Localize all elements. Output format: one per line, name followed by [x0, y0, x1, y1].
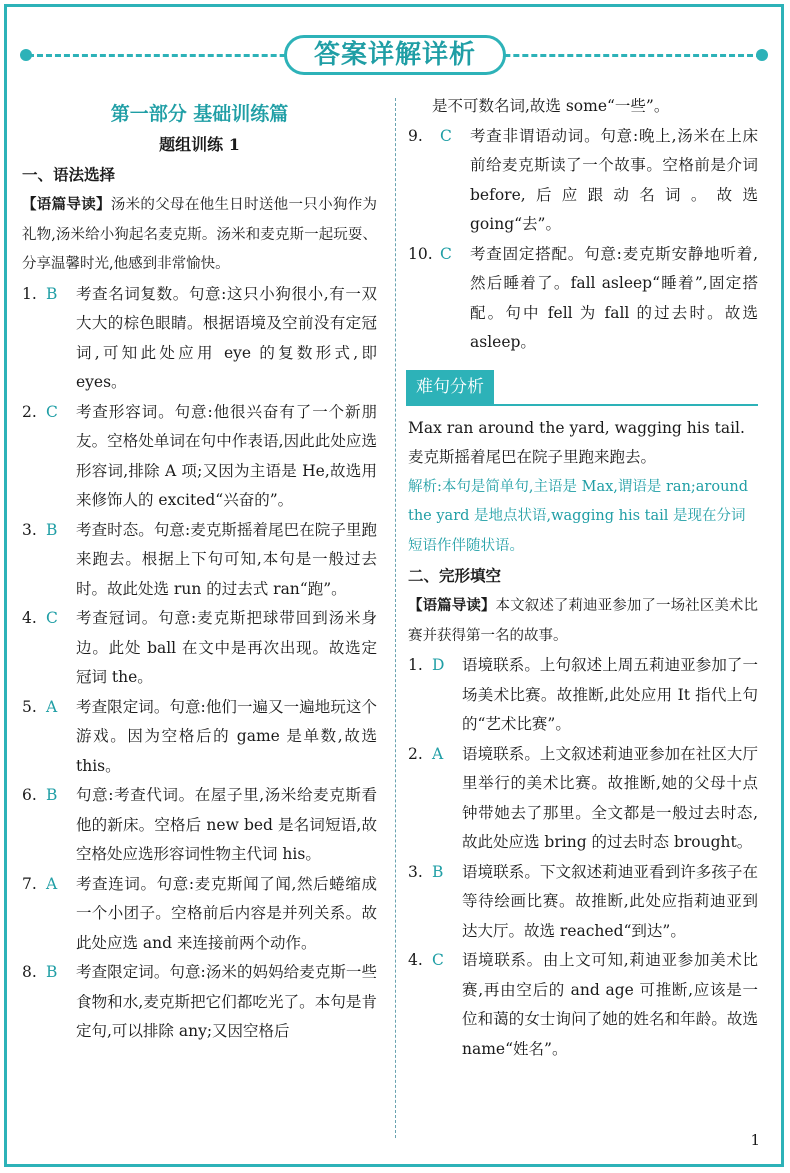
- answer-item: [22, 958, 377, 1047]
- page-number: 1: [750, 1131, 760, 1149]
- guide-tag: 【语篇导读】: [22, 196, 111, 213]
- answer-item: [22, 280, 377, 398]
- hard-sentence-banner: [406, 370, 758, 406]
- answer-letter: C: [440, 126, 452, 145]
- answer-letter: B: [46, 786, 58, 804]
- header-dot-left: [20, 49, 32, 61]
- explanation-text: 考查时态。句意:麦克斯摇着尾巴在院子里跑来跑去。根据上下句可知,本句是一般过去时。故此处选 run 的过去式 ran“跑”。: [76, 520, 377, 598]
- answer-letter: A: [46, 697, 58, 716]
- item-number: 4.: [408, 951, 423, 969]
- item-number: 4.: [22, 609, 37, 627]
- answer-letter: A: [46, 874, 58, 893]
- explanation-text: 考查限定词。句意:汤米的妈妈给麦克斯一些食物和水,麦克斯把它们都吃光了。本句是肯定句,可以排除 any;又因空格后: [76, 963, 377, 1040]
- answer-letter: D: [432, 656, 445, 674]
- answer-item: [22, 604, 377, 693]
- item-number: 2.: [408, 744, 423, 763]
- explanation-text: 句意:考查代词。在屋子里,汤米给麦克斯看他的新床。空格后 new bed 是名词短语,故空格处应选形容词性物主代词 his。: [76, 786, 377, 863]
- explanation-text: 语境联系。下文叙述莉迪亚看到许多孩子在等待绘画比赛。故推断,此处应指莉迪亚到达大厅。故选 reached“到达”。: [462, 862, 758, 940]
- item-number: 6.: [22, 786, 37, 804]
- item-number: 8.: [22, 963, 37, 981]
- hard-sentence-analysis: 解析:本句是简单句,主语是 Max,谓语是 ran;around the yard 是地点状语,wagging his tail 是现在分词短语作伴随状语。: [408, 478, 749, 554]
- guide-tag-2: 【语篇导读】: [408, 597, 496, 614]
- explanation-text: 语境联系。上文叙述莉迪亚参加在社区大厅里举行的美术比赛。故推断,她的父母十点钟带她去了那里。全文都是一般过去时态,故此处应选 bring 的过去时态 brought。: [462, 744, 758, 851]
- section-title-grammar: 一、语法选择: [22, 166, 116, 184]
- group-title: 题组训练 1: [159, 135, 240, 154]
- right-column: [408, 92, 758, 1064]
- item-number: 2.: [22, 402, 37, 421]
- item-number: 1.: [408, 656, 423, 674]
- explanation-text: 语境联系。由上文可知,莉迪亚参加美术比赛,再由空后的 and age 可推断,应该是一位和蔼的女士询问了她的姓名和年龄。故选 name“姓名”。: [462, 951, 758, 1058]
- answer-item: [408, 240, 758, 358]
- answer-item: [408, 651, 758, 740]
- answer-letter: C: [46, 609, 58, 627]
- answer-letter: C: [440, 244, 452, 263]
- answer-letter: B: [46, 963, 58, 981]
- answer-letter: B: [432, 862, 444, 881]
- page-title: 答案详解详析: [284, 35, 506, 75]
- guide-text-2: 本文叙述了莉迪亚参加了一场社区美术比赛并获得第一名的故事。: [408, 598, 759, 644]
- item-number: 10.: [408, 244, 433, 263]
- answer-letter: C: [46, 402, 58, 421]
- guide-text: 汤米的父母在他生日时送他一只小狗作为礼物,汤米给小狗起名麦克斯。汤米和麦克斯一起玩耍、分享温馨时光,他感到非常愉快。: [22, 197, 378, 272]
- answer-item: [22, 516, 377, 605]
- explanation-text: 考查限定词。句意:他们一遍又一遍地玩这个游戏。因为空格后的 game 是单数,故选 this。: [76, 697, 377, 775]
- item-number: 9.: [408, 126, 423, 145]
- answer-item: [408, 946, 758, 1064]
- item-number: 3.: [408, 862, 423, 881]
- answer-item: [22, 693, 377, 782]
- explanation-text: 考查冠词。句意:麦克斯把球带回到汤米身边。此处 ball 在文中是再次出现。故选定冠词 the。: [76, 609, 377, 686]
- hard-sentence-title: 难句分析: [406, 370, 494, 404]
- answer-item: [22, 398, 377, 516]
- answer-letter: A: [432, 744, 444, 763]
- explanation-text: 考查连词。句意:麦克斯闻了闻,然后蜷缩成一个小团子。空格前后内容是并列关系。故此处应选 and 来连接前两个动作。: [76, 874, 377, 952]
- explanation-text: 考查非谓语动词。句意:晚上,汤米在上床前给麦克斯读了一个故事。空格前是介词 before,后应跟动名词。故选 going“去”。: [470, 126, 758, 233]
- hard-sentence: Max ran around the yard, wagging his tail. 麦克斯摇着尾巴在院子里跑来跑去。: [408, 418, 745, 466]
- left-column: [22, 92, 377, 1047]
- reading-guide: [22, 190, 377, 280]
- explanation-text: 考查固定搭配。句意:麦克斯安静地听着,然后睡着了。fall asleep“睡着”,固定搭配。句中 fell 为 fall 的过去时。故选 asleep。: [470, 244, 758, 351]
- answer-letter: C: [432, 951, 444, 969]
- answer-item: [408, 122, 758, 240]
- item-number: 5.: [22, 697, 37, 716]
- continuation-text: 是不可数名词,故选 some“一些”。: [432, 97, 670, 115]
- part-title: 第一部分 基础训练篇: [110, 103, 289, 125]
- answer-letter: B: [46, 284, 58, 303]
- answer-item: [408, 740, 758, 858]
- header-dot-right: [756, 49, 768, 61]
- column-divider: [395, 98, 396, 1138]
- section-title-cloze: 二、完形填空: [408, 567, 502, 585]
- item-number: 3.: [22, 520, 37, 539]
- explanation-text: 考查形容词。句意:他很兴奋有了一个新朋友。空格处单词在句中作表语,因此此处应选形容词,排除 A 项;又因为主语是 He,故选用来修饰人的 excited“兴奋的”。: [76, 402, 377, 509]
- answer-item: [22, 870, 377, 959]
- answer-item: [22, 781, 377, 870]
- item-number: 1.: [22, 284, 37, 303]
- answer-letter: B: [46, 520, 58, 539]
- explanation-text: 语境联系。上句叙述上周五莉迪亚参加了一场美术比赛。故推断,此处应用 It 指代上句的“艺术比赛”。: [462, 656, 758, 733]
- answer-item: [408, 858, 758, 947]
- reading-guide-2: [408, 591, 758, 651]
- explanation-text: 考查名词复数。句意:这只小狗很小,有一双大大的棕色眼睛。根据语境及空前没有定冠词,可知此处应用 eye 的复数形式,即 eyes。: [76, 284, 377, 391]
- item-number: 7.: [22, 874, 37, 893]
